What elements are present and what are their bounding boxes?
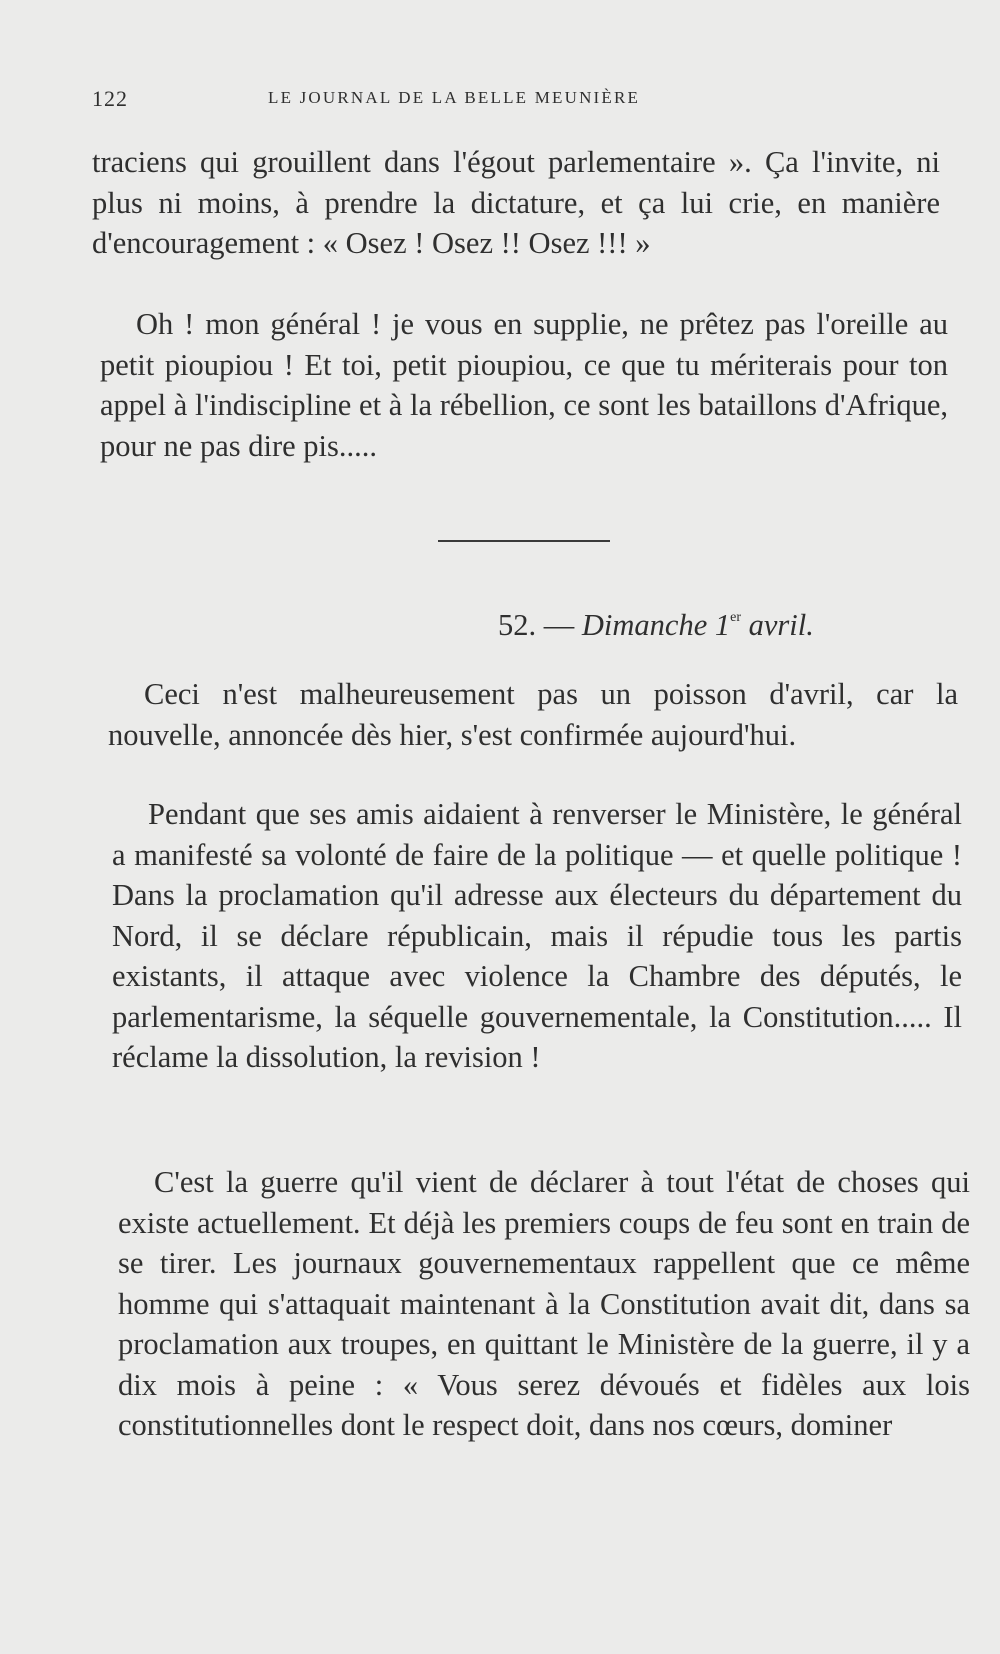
running-header [92, 86, 792, 116]
paragraph-continued [92, 142, 940, 264]
paragraph-text: C'est la guerre qu'il vient de déclarer à tout l'état de choses qui existe actuellement. Et déjà les premiers coups de feu sont en train de se tirer. Les journaux gouvernementaux rappellent que ce même homme qui s'attaquait maintenant à la Constitution avait dit, dans sa proclamation aux troupes, en quittant le Ministère de la guerre, il y a dix mois à peine : « Vous serez dévoués et fidèles aux lois constitutionnelles dont le respect doit, dans nos cœurs, dominer [118, 1165, 970, 1442]
paragraph [108, 674, 958, 755]
paragraph-text: Pendant que ses amis aidaient à renverser le Ministère, le général a manifesté sa volonté de faire de la politique — et quelle politique ! Dans la proclamation qu'il adresse aux électeurs du département du Nord, il se déclare républicain, mais il répudie tous les partis existants, il attaque avec violence la Chambre des députés, le parlementarisme, la séquelle gouvernementale, la Constitution..... Il réclame la dissolution, la revision ! [112, 797, 962, 1074]
section-divider [438, 540, 610, 542]
section-heading [498, 608, 814, 643]
section-date [582, 608, 814, 642]
paragraph [100, 304, 948, 466]
paragraph-text: Oh ! mon général ! je vous en supplie, ne prêtez pas l'oreille au petit pioupiou ! Et toi, petit pioupiou, ce que tu mériterais pour ton appel à l'indiscipline et à la rébellion, ce sont les bataillons d'Afrique, pour ne pas dire pis..... [100, 307, 948, 463]
paragraph [112, 794, 962, 1078]
running-title: LE JOURNAL DE LA BELLE MEUNIÈRE [268, 88, 641, 107]
paragraph-text: Ceci n'est malheureusement pas un poisson d'avril, car la nouvelle, annoncée dès hier, s'est confirmée aujourd'hui. [108, 677, 958, 752]
paragraph-text: traciens qui grouillent dans l'égout parlementaire ». Ça l'invite, ni plus ni moins, à prendre la dictature, et ça lui crie, en manière d'encouragement : « Osez ! Osez !! Osez !!! » [92, 145, 940, 260]
section-day: Dimanche 1 [581, 608, 731, 642]
section-number: 52. — [498, 608, 582, 642]
section-month: avril. [741, 608, 814, 642]
page-number: 122 [92, 86, 128, 111]
date-superscript: er [730, 610, 741, 625]
paragraph [118, 1162, 970, 1446]
